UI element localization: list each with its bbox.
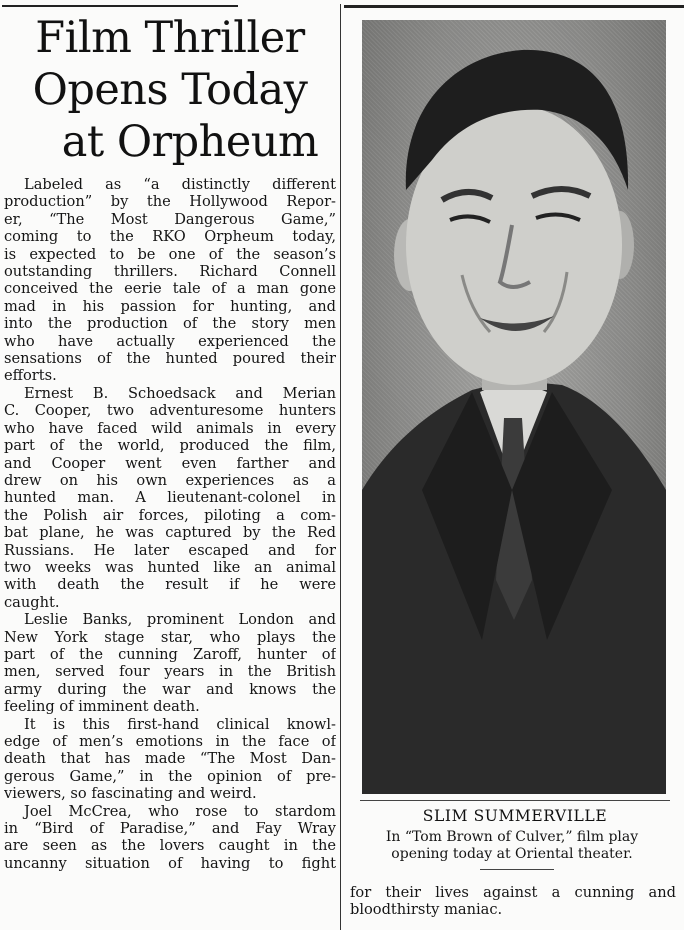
top-rule-left — [2, 5, 238, 7]
article-line: coming to the RKO Orpheum today, — [4, 228, 336, 246]
headline-line-2: Opens Today — [32, 65, 308, 115]
photo-caption — [352, 829, 672, 863]
article-line: Joel McCrea, who rose to stardom — [24, 802, 336, 820]
headline-line-1: Film Thriller — [35, 13, 305, 63]
headline — [4, 12, 336, 168]
continuation-line: bloodthirsty maniac. — [350, 901, 503, 919]
article-line: sensations of the hunted poured their — [4, 350, 336, 368]
article-line: efforts. — [4, 367, 57, 385]
photo-caption-name: SLIM SUMMERVILLE — [422, 807, 608, 825]
article-line: who have faced wild animals in every — [4, 419, 336, 437]
article-line: conceived the eerie tale of a man gone — [4, 280, 336, 298]
article-line: is expected to be one of the season’s — [4, 245, 336, 263]
article-line: drew on his own experiences as a — [4, 471, 336, 489]
article-line: It is this first-hand clinical knowl- — [24, 715, 336, 733]
article-line: two weeks was hunted like an animal — [4, 558, 336, 576]
article-line: er, “The Most Dangerous Game,” — [4, 210, 336, 228]
caption-line-1: In “Tom Brown of Culver,” film play — [385, 829, 639, 845]
article-line: gerous Game,” in the opinion of pre- — [4, 767, 336, 785]
article-line: the Polish air forces, piloting a com- — [4, 506, 336, 524]
article-body — [4, 176, 336, 872]
article-line: hunted man. A lieutenant-colonel in — [4, 489, 336, 507]
article-line: edge of men’s emotions in the face of — [4, 733, 336, 750]
article-line: C. Cooper, two adventuresome hunters — [4, 402, 336, 420]
article-line: with death the result if he were — [4, 576, 336, 594]
article-continuation — [350, 884, 676, 919]
article-line: army during the war and knows the — [4, 680, 336, 698]
article-line: part of the cunning Zaroff, hunter of — [4, 645, 336, 663]
caption-line-2: opening today at Oriental theater. — [391, 846, 633, 862]
article-line: viewers, so fascinating and weird. — [4, 785, 257, 803]
article-line: caught. — [4, 593, 60, 611]
article-line: Labeled as “a distinctly different — [24, 176, 336, 193]
article-line: New York stage star, who plays the — [4, 628, 336, 646]
article-line: uncanny situation of having to fight — [4, 854, 336, 872]
article-line: are seen as the lovers caught in the — [4, 837, 336, 855]
article-line: and Cooper went even farther and — [4, 454, 336, 472]
article-column — [4, 12, 336, 930]
portrait-illustration — [362, 20, 666, 794]
top-rule-right — [344, 5, 684, 8]
article-line: production” by the Hollywood Repor- — [4, 193, 336, 211]
article-line: Ernest B. Schoedsack and Merian — [24, 384, 336, 402]
article-line: Russians. He later escaped and for — [4, 541, 336, 559]
article-line: who have actually experienced the — [4, 332, 336, 350]
article-line: into the production of the story men — [4, 315, 336, 333]
article-line: men, served four years in the British — [4, 663, 336, 681]
article-line: mad in his passion for hunting, and — [4, 297, 336, 315]
article-line: death that has made “The Most Dan- — [4, 750, 336, 768]
article-line: outstanding thrillers. Richard Connell — [4, 263, 336, 281]
caption-short-rule — [480, 869, 554, 870]
article-line: part of the world, produced the film, — [4, 437, 336, 455]
article-line: feeling of imminent death. — [4, 698, 200, 716]
article-line: bat plane, he was captured by the Red — [4, 524, 336, 542]
article-line: Leslie Banks, prominent London and — [24, 611, 336, 629]
continuation-line: for their lives against a cunning and — [350, 884, 676, 901]
caption-rule — [360, 800, 670, 801]
portrait-photo — [362, 20, 666, 794]
headline-line-3: at Orpheum — [61, 117, 319, 167]
column-divider — [340, 4, 341, 930]
article-line: in “Bird of Paradise,” and Fay Wray — [4, 820, 336, 838]
